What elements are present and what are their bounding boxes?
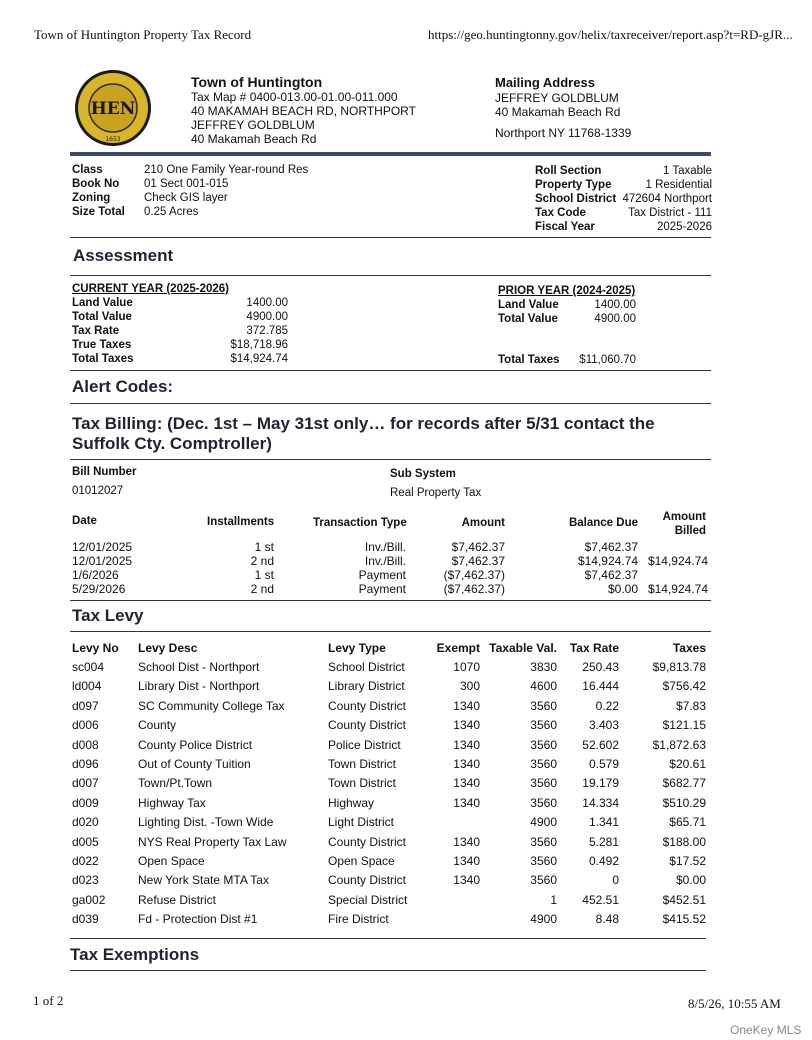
levy-cell: 0.579 <box>588 757 619 772</box>
levy-cell: $188.00 <box>662 834 706 849</box>
levy-cell: $756.42 <box>662 679 706 694</box>
levy-row <box>72 657 706 676</box>
assessment-value: $11,060.70 <box>579 354 636 366</box>
billing-col-installments: Installments <box>207 516 275 528</box>
levy-table <box>72 638 706 929</box>
assessment-value: 1400.00 <box>246 297 288 309</box>
property-row <box>72 191 402 205</box>
levy-row <box>72 696 706 715</box>
prior-total-taxes <box>498 353 636 367</box>
levy-cell: SC Community College Tax <box>138 698 285 713</box>
levy-cell: Library Dist - Northport <box>138 679 260 694</box>
current-year-values <box>72 296 288 366</box>
billing-col-amount: Amount <box>461 517 505 529</box>
property-label: Property Type <box>535 179 612 191</box>
owner-name: JEFFREY GOLDBLUM <box>191 118 315 132</box>
levy-cell: 3560 <box>530 757 557 772</box>
levy-table-body <box>72 657 706 928</box>
levy-cell: $7.83 <box>675 698 706 713</box>
property-row <box>535 192 712 206</box>
tax-billing-heading: Tax Billing: (Dec. 1st – May 31st only… for records after 5/31 contact the Suffolk Cty. Comptroller) <box>72 414 655 453</box>
assessment-label: Total Taxes <box>72 353 134 365</box>
print-header-title: Town of Huntington Property Tax Record <box>34 27 252 42</box>
levy-cell: Fire District <box>328 912 389 927</box>
levy-row <box>72 832 706 851</box>
levy-row <box>72 871 706 890</box>
property-value: 0.25 Acres <box>144 206 199 218</box>
billing-col-transaction-type: Transaction Type <box>313 517 407 529</box>
property-label: Zoning <box>72 192 111 204</box>
levy-table-header <box>72 638 706 657</box>
property-row <box>72 205 402 219</box>
levy-cell: $1,872.63 <box>652 737 706 752</box>
tax-exemptions-heading: Tax Exemptions <box>70 945 200 964</box>
billing-cell-amount: $7,462.37 <box>451 554 505 568</box>
levy-cell: 300 <box>459 679 480 694</box>
levy-cell: 3560 <box>530 873 557 888</box>
assessment-value: $14,924.74 <box>230 353 288 365</box>
property-value: 2025-2026 <box>657 221 712 233</box>
property-info-left <box>72 163 402 219</box>
assessment-row <box>72 352 288 366</box>
levy-cell: $682.77 <box>662 776 706 791</box>
levy-cell: ld004 <box>72 679 102 694</box>
levy-cell: County <box>138 718 177 733</box>
watermark-text: OneKey MLS <box>730 1023 802 1037</box>
levy-cell: Highway <box>328 795 375 810</box>
billing-cell-amount: ($7,462.37) <box>443 568 505 582</box>
levy-cell: Special District <box>328 892 408 907</box>
levy-cell: County Police District <box>138 737 253 752</box>
current-year-title: CURRENT YEAR (2025-2026) <box>72 283 230 295</box>
assessment-value: 4900.00 <box>246 311 288 323</box>
levy-cell: 4900 <box>530 912 557 927</box>
property-value: Check GIS layer <box>144 192 228 204</box>
property-label: School District <box>535 193 617 205</box>
levy-cell: County District <box>328 834 407 849</box>
tax-levy-heading: Tax Levy <box>72 606 144 625</box>
alert-codes-heading: Alert Codes: <box>72 377 174 396</box>
levy-cell: $121.15 <box>662 718 706 733</box>
levy-cell: 452.51 <box>582 892 619 907</box>
levy-cell: $0.00 <box>675 873 706 888</box>
bill-number-value: 01012027 <box>72 485 124 497</box>
levy-cell: 5.281 <box>588 834 619 849</box>
levy-row <box>72 774 706 793</box>
billing-cell-amount: $7,462.37 <box>451 540 505 554</box>
levy-cell: d008 <box>72 737 99 752</box>
assessment-value: $18,718.96 <box>230 339 288 351</box>
levy-cell: d039 <box>72 912 99 927</box>
levy-cell <box>428 909 480 928</box>
billing-cell-amount: ($7,462.37) <box>443 582 505 596</box>
property-value: 1 Residential <box>645 179 712 191</box>
assessment-row <box>72 324 288 338</box>
billing-cell-installment: 2 nd <box>250 554 274 568</box>
levy-row <box>72 716 706 735</box>
assessment-value: 372.785 <box>246 325 288 337</box>
property-value: 472604 Northport <box>622 193 712 205</box>
levy-col-taxes: Taxes <box>672 640 706 655</box>
property-info-right <box>535 164 712 234</box>
levy-cell: 14.334 <box>582 795 619 810</box>
levy-cell: 4600 <box>530 679 557 694</box>
billing-cell-billed: $14,924.74 <box>647 582 708 596</box>
mailing-city: Northport NY 11768-1339 <box>495 126 632 140</box>
billing-cell-date: 1/6/2026 <box>72 568 119 582</box>
assessment-label: True Taxes <box>72 339 132 351</box>
billing-cell-type: Payment <box>358 568 406 582</box>
levy-cell: $65.71 <box>669 815 706 830</box>
divider <box>70 600 711 601</box>
property-label: Book No <box>72 178 120 190</box>
assessment-heading: Assessment <box>73 246 174 265</box>
assessment-row <box>498 298 636 312</box>
seal-center-text: HEN <box>90 99 136 119</box>
property-value: 1 Taxable <box>662 165 712 177</box>
property-value: Tax District - 111 <box>628 207 712 219</box>
divider <box>70 459 711 460</box>
assessment-row <box>72 296 288 310</box>
billing-cell-type: Payment <box>358 582 406 596</box>
bill-number-label: Bill Number <box>72 466 137 478</box>
levy-cell: 4900 <box>530 815 557 830</box>
levy-cell: County District <box>328 718 407 733</box>
property-row <box>535 164 712 178</box>
billing-cell-balance: $0.00 <box>607 582 638 596</box>
levy-cell: $20.61 <box>669 757 706 772</box>
assessment-row <box>72 310 288 324</box>
levy-cell: 8.48 <box>595 912 619 927</box>
levy-cell: $9,813.78 <box>652 660 706 675</box>
print-header-url: https://geo.huntingtonny.gov/helix/taxreceiver/report.asp?t=RD-gJR... <box>428 27 793 42</box>
levy-row <box>72 754 706 773</box>
levy-cell: 1.341 <box>588 815 619 830</box>
levy-cell: Refuse District <box>138 892 217 907</box>
property-label: Class <box>72 164 103 176</box>
levy-cell: 1340 <box>453 834 480 849</box>
levy-cell: d096 <box>72 757 99 772</box>
levy-cell: $452.51 <box>662 892 706 907</box>
billing-cell-billed <box>638 540 708 554</box>
levy-cell: School Dist - Northport <box>138 660 260 675</box>
levy-cell: County District <box>328 873 407 888</box>
levy-header-row <box>72 638 706 657</box>
town-name: Town of Huntington <box>191 74 323 90</box>
levy-cell: sc004 <box>72 660 105 675</box>
subsystem-label: Sub System <box>390 468 456 480</box>
levy-cell: 1340 <box>453 757 480 772</box>
print-footer-page: 1 of 2 <box>33 993 64 1008</box>
levy-cell: 1 <box>550 892 557 907</box>
property-row <box>535 178 712 192</box>
levy-col-exempt: Exempt <box>436 640 480 655</box>
levy-cell <box>428 813 480 832</box>
levy-cell: 0.492 <box>588 853 619 868</box>
assessment-label: Land Value <box>72 297 133 309</box>
divider <box>70 275 711 276</box>
billing-cell-installment: 1 st <box>254 540 274 554</box>
levy-cell: 1340 <box>453 795 480 810</box>
property-value: 01 Sect 001-015 <box>144 178 229 190</box>
billing-table <box>72 540 708 596</box>
levy-cell: 3560 <box>530 776 557 791</box>
levy-cell: 1340 <box>453 776 480 791</box>
levy-cell: 52.602 <box>582 737 619 752</box>
levy-cell: Town/Pt.Town <box>138 776 213 791</box>
assessment-row <box>72 338 288 352</box>
property-address: 40 MAKAMAH BEACH RD, NORTHPORT <box>191 104 416 118</box>
levy-row <box>72 735 706 754</box>
divider <box>70 631 711 632</box>
levy-cell: 3560 <box>530 795 557 810</box>
billing-row <box>72 554 708 568</box>
levy-cell: $17.52 <box>669 853 706 868</box>
divider <box>70 370 711 371</box>
assessment-label: Land Value <box>498 299 559 311</box>
levy-cell: d005 <box>72 834 99 849</box>
billing-row <box>72 582 708 596</box>
property-label: Tax Code <box>535 207 586 219</box>
levy-cell: 250.43 <box>582 660 619 675</box>
assessment-value: 1400.00 <box>594 299 636 311</box>
levy-row <box>72 890 706 909</box>
divider <box>70 938 706 939</box>
billing-cell-installment: 1 st <box>254 568 274 582</box>
levy-row <box>72 793 706 812</box>
levy-cell: School District <box>328 660 405 675</box>
mailing-street: 40 Makamah Beach Rd <box>495 105 621 119</box>
levy-cell: 1340 <box>453 873 480 888</box>
divider <box>70 237 711 238</box>
assessment-row <box>498 312 636 326</box>
header-divider <box>70 152 711 156</box>
levy-cell: Light District <box>328 815 395 830</box>
property-row <box>535 206 712 220</box>
billing-cell-billed <box>638 568 708 582</box>
assessment-label: Total Taxes <box>498 354 560 366</box>
billing-cell-date: 12/01/2025 <box>72 554 133 568</box>
billing-cell-date: 12/01/2025 <box>72 540 133 554</box>
levy-cell: 3560 <box>530 853 557 868</box>
print-footer-timestamp: 8/5/26, 10:55 AM <box>688 996 781 1011</box>
levy-cell: Library District <box>328 679 405 694</box>
levy-cell: Out of County Tuition <box>138 757 251 772</box>
levy-col-tax-rate: Tax Rate <box>569 640 619 655</box>
levy-cell: Town District <box>328 757 397 772</box>
billing-cell-billed: $14,924.74 <box>647 554 708 568</box>
levy-row <box>72 909 706 928</box>
levy-cell: d023 <box>72 873 99 888</box>
property-row <box>72 163 402 177</box>
levy-cell: 3560 <box>530 698 557 713</box>
divider <box>70 403 711 404</box>
billing-col-balance-due: Balance Due <box>568 517 638 529</box>
billing-col-amount-billed: Amount Billed <box>662 511 706 537</box>
billing-cell-installment: 2 nd <box>250 582 274 596</box>
mailing-name: JEFFREY GOLDBLUM <box>495 91 619 105</box>
levy-cell: d007 <box>72 776 99 791</box>
levy-cell <box>428 890 480 909</box>
mailing-address-title: Mailing Address <box>495 75 595 90</box>
levy-cell: 0 <box>612 873 619 888</box>
levy-cell: Open Space <box>328 853 395 868</box>
levy-cell: 1070 <box>453 660 480 675</box>
billing-table-body <box>72 540 708 596</box>
levy-cell: 0.22 <box>595 698 619 713</box>
tax-map-number: Tax Map # 0400-013.00-01.00-011.000 <box>191 90 398 104</box>
levy-cell: 19.179 <box>582 776 619 791</box>
levy-col-taxable-val: Taxable Val. <box>489 640 557 655</box>
levy-cell: d009 <box>72 795 99 810</box>
levy-cell: NYS Real Property Tax Law <box>138 834 287 849</box>
levy-cell: Lighting Dist. -Town Wide <box>138 815 274 830</box>
town-seal-logo <box>72 68 154 148</box>
billing-cell-type: Inv./Bill. <box>364 554 406 568</box>
property-value: 210 One Family Year-round Res <box>144 164 309 176</box>
levy-row <box>72 851 706 870</box>
levy-cell: 3560 <box>530 834 557 849</box>
levy-cell: Town District <box>328 776 397 791</box>
levy-cell: 1340 <box>453 853 480 868</box>
billing-cell-date: 5/29/2026 <box>72 582 126 596</box>
assessment-label: Tax Rate <box>72 325 120 337</box>
levy-cell: Fd - Protection Dist #1 <box>138 912 258 927</box>
assessment-value: 4900.00 <box>594 313 636 325</box>
levy-cell: Highway Tax <box>138 795 206 810</box>
property-label: Size Total <box>72 206 125 218</box>
divider <box>70 970 706 971</box>
levy-cell: d006 <box>72 718 99 733</box>
levy-cell: 16.444 <box>582 679 619 694</box>
billing-row <box>72 540 708 554</box>
billing-cell-balance: $7,462.37 <box>584 568 638 582</box>
levy-cell: 3560 <box>530 737 557 752</box>
levy-row <box>72 813 706 832</box>
levy-cell: d022 <box>72 853 99 868</box>
seal-year-text: 1653 <box>105 136 121 143</box>
levy-row <box>72 677 706 696</box>
owner-address: 40 Makamah Beach Rd <box>191 132 317 146</box>
assessment-label: Total Value <box>72 311 132 323</box>
property-row <box>535 220 712 234</box>
levy-cell: 1340 <box>453 698 480 713</box>
levy-cell: 1340 <box>453 737 480 752</box>
levy-col-levy-type: Levy Type <box>328 640 386 655</box>
assessment-label: Total Value <box>498 313 558 325</box>
billing-cell-balance: $7,462.37 <box>584 540 638 554</box>
subsystem-value: Real Property Tax <box>390 487 482 499</box>
levy-cell: $415.52 <box>662 912 706 927</box>
levy-cell: New York State MTA Tax <box>138 873 269 888</box>
billing-cell-type: Inv./Bill. <box>364 540 406 554</box>
levy-cell: 1340 <box>453 718 480 733</box>
billing-cell-balance: $14,924.74 <box>577 554 638 568</box>
levy-cell: d097 <box>72 698 99 713</box>
levy-col-levy-no: Levy No <box>72 640 119 655</box>
levy-cell: Police District <box>328 737 401 752</box>
prior-year-title: PRIOR YEAR (2024-2025) <box>498 285 636 297</box>
levy-cell: 3.403 <box>588 718 619 733</box>
levy-cell: ga002 <box>72 892 106 907</box>
levy-cell: 3830 <box>530 660 557 675</box>
billing-row <box>72 568 708 582</box>
levy-col-levy-desc: Levy Desc <box>138 640 198 655</box>
property-label: Roll Section <box>535 165 602 177</box>
property-row <box>72 177 402 191</box>
billing-col-date: Date <box>72 515 97 527</box>
levy-cell: $510.29 <box>662 795 706 810</box>
property-label: Fiscal Year <box>535 221 595 233</box>
levy-cell: 3560 <box>530 718 557 733</box>
levy-cell: County District <box>328 698 407 713</box>
levy-cell: d020 <box>72 815 99 830</box>
levy-cell: Open Space <box>138 853 205 868</box>
prior-year-values <box>498 298 636 326</box>
